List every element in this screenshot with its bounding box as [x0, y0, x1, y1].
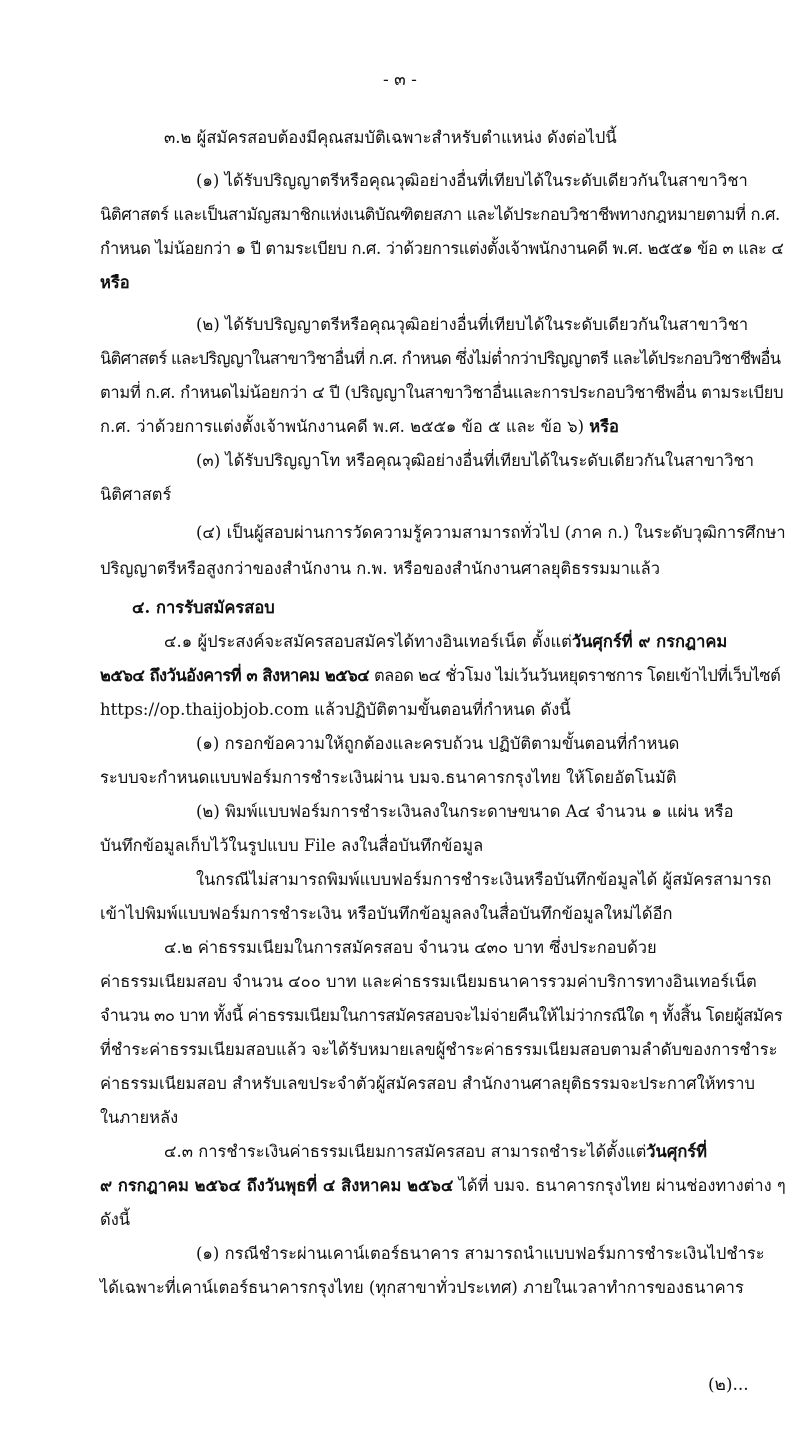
s43-item1-line1: (๑) กรณีชำระผ่านเคาน์เตอร์ธนาคาร สามารถนำแบบฟอร์มการชำระเงินไปชำระ: [196, 1244, 765, 1263]
s41-line3-website: https://op.thaijobjob.com แล้วปฏิบัติตามขั้นตอนที่กำหนด ดังนี้: [100, 700, 571, 719]
section-3-2-heading: ๓.๒ ผู้สมัครสอบต้องมีคุณสมบัติเฉพาะสำหรับตำแหน่ง ดังต่อไปนี้: [164, 128, 617, 147]
s32-item3-line1: (๓) ได้รับปริญญาโท หรือคุณวุฒิอย่างอื่นที่เทียบได้ในระดับเดียวกันในสาขาวิชา: [196, 451, 755, 470]
s41-item1-line1: (๑) กรอกข้อความให้ถูกต้องและครบถ้วน ปฏิบัติตามขั้นตอนที่กำหนด: [196, 734, 680, 753]
s32-item1-line3: กำหนด ไม่น้อยกว่า ๑ ปี ตามระเบียบ ก.ศ. ว่าด้วยการแต่งตั้งเจ้าพนักงานคดี พ.ศ. ๒๕๕๑ ข้อ ๓ และ ๔: [100, 239, 784, 258]
s41-note-line1: ในกรณีไม่สามารถพิมพ์แบบฟอร์มการชำระเงินหรือบันทึกข้อมูลได้ ผู้สมัครสามารถ: [196, 870, 772, 889]
s42-line3: จำนวน ๓๐ บาท ทั้งนี้ ค่าธรรมเนียมในการสมัครสอบจะไม่จ่ายคืนให้ไม่ว่ากรณีใด ๆ ทั้งสิ้น โดยผู้สมัคร: [100, 1006, 783, 1025]
page-number-header: - ๓ -: [383, 70, 417, 90]
s41-line2-date: ๒๕๖๔ ถึงวันอังคารที่ ๓ สิงหาคม ๒๕๖๔: [100, 666, 370, 685]
s41-line1-date: วันศุกร์ที่ ๙ กรกฎาคม: [571, 632, 728, 651]
s42-line2: ค่าธรรมเนียมสอบ จำนวน ๔๐๐ บาท และค่าธรรมเนียมธนาคารรวมค่าบริการทางอินเทอร์เน็ต: [100, 972, 757, 991]
s32-item2-or: หรือ: [589, 417, 619, 436]
continuation-footer: (๒)...: [708, 1375, 749, 1395]
s32-item1-line1: (๑) ได้รับปริญญาตรีหรือคุณวุฒิอย่างอื่นที่เทียบได้ในระดับเดียวกันในสาขาวิชา: [196, 171, 748, 190]
s32-item1-line2: นิติศาสตร์ และเป็นสามัญสมาชิกแห่งเนติบัณฑิตยสภา และได้ประกอบวิชาชีพทางกฎหมายตามที่ ก.ศ.: [100, 205, 780, 224]
s32-item2-line4: [100, 416, 619, 438]
s43-line2-date: ๙ กรกฎาคม ๒๕๖๔ ถึงวันพุธที่ ๔ สิงหาคม ๒๕๖๔: [100, 1176, 454, 1195]
s43-item1-line2: ได้เฉพาะที่เคาน์เตอร์ธนาคารกรุงไทย (ทุกสาขาทั่วประเทศ) ภายในเวลาทำการของธนาคาร: [100, 1278, 744, 1297]
s32-item4-line1: (๔) เป็นผู้สอบผ่านการวัดความรู้ความสามารถทั่วไป (ภาค ก.) ในระดับวุฒิการศึกษา: [196, 523, 786, 542]
s43-line1-date: วันศุกร์ที่: [646, 1142, 708, 1161]
s42-line1: ๔.๒ ค่าธรรมเนียมในการสมัครสอบ จำนวน ๔๓๐ บาท ซึ่งประกอบด้วย: [164, 938, 657, 957]
s41-line2: [100, 665, 780, 687]
s41-line1: [164, 631, 727, 653]
s41-line1-text: ๔.๑ ผู้ประสงค์จะสมัครสอบสมัครได้ทางอินเทอร์เน็ต ตั้งแต่: [164, 632, 572, 651]
s42-line5: ค่าธรรมเนียมสอบ สำหรับเลขประจำตัวผู้สมัครสอบ สำนักงานศาลยุติธรรมจะประกาศให้ทราบ: [100, 1074, 756, 1093]
s41-note-line2: เข้าไปพิมพ์แบบฟอร์มการชำระเงิน หรือบันทึกข้อมูลลงในสื่อบันทึกข้อมูลใหม่ได้อีก: [100, 904, 673, 923]
s32-item2-line4-text: ก.ศ. ว่าด้วยการแต่งตั้งเจ้าพนักงานคดี พ.ศ. ๒๕๕๑ ข้อ ๕ และ ข้อ ๖): [100, 417, 585, 436]
s42-line4: ที่ชำระค่าธรรมเนียมสอบแล้ว จะได้รับหมายเลขผู้ชำระค่าธรรมเนียมสอบตามลำดับของการชำระ: [100, 1040, 778, 1059]
section-4-heading: ๔. การรับสมัครสอบ: [132, 598, 275, 617]
s41-item1-line2: ระบบจะกำหนดแบบฟอร์มการชำระเงินผ่าน บมจ.ธนาคารกรุงไทย ให้โดยอัตโนมัติ: [100, 768, 677, 787]
s41-line2-text: ตลอด ๒๔ ชั่วโมง ไม่เว้นวันหยุดราชการ โดยเข้าไปที่เว็บไซต์: [369, 666, 781, 685]
s32-item3-line2: นิติศาสตร์: [100, 485, 172, 504]
s41-item2-line1: (๒) พิมพ์แบบฟอร์มการชำระเงินลงในกระดาษขนาด A๔ จำนวน ๑ แผ่น หรือ: [196, 802, 734, 821]
s43-line1: [164, 1141, 707, 1163]
s32-item2-line3: ตามที่ ก.ศ. กำหนดไม่น้อยกว่า ๔ ปี (ปริญญาในสาขาวิชาอื่นและการประกอบวิชาชีพอื่น ตามระเบียบ: [100, 383, 784, 402]
s32-item2-line1: (๒) ได้รับปริญญาตรีหรือคุณวุฒิอย่างอื่นที่เทียบได้ในระดับเดียวกันในสาขาวิชา: [196, 315, 749, 334]
s43-line3: ดังนี้: [100, 1210, 131, 1229]
s43-line2-text: ได้ที่ บมจ. ธนาคารกรุงไทย ผ่านช่องทางต่าง ๆ: [453, 1176, 786, 1195]
s42-line6: ในภายหลัง: [100, 1108, 179, 1127]
s43-line1-text: ๔.๓ การชำระเงินค่าธรรมเนียมการสมัครสอบ สามารถชำระได้ตั้งแต่: [164, 1142, 647, 1161]
s43-line2: [100, 1175, 786, 1197]
s32-item2-line2: นิติศาสตร์ และปริญญาในสาขาวิชาอื่นที่ ก.ศ. กำหนด ซึ่งไม่ต่ำกว่าปริญญาตรี และได้ประกอบวิชาชีพอื่น: [100, 349, 781, 368]
s32-item1-or: หรือ: [100, 273, 130, 292]
s32-item4-line2: ปริญญาตรีหรือสูงกว่าของสำนักงาน ก.พ. หรือของสำนักงานศาลยุติธรรมมาแล้ว: [100, 559, 661, 578]
s41-item2-line2: บันทึกข้อมูลเก็บไว้ในรูปแบบ File ลงในสื่อบันทึกข้อมูล: [100, 836, 484, 855]
